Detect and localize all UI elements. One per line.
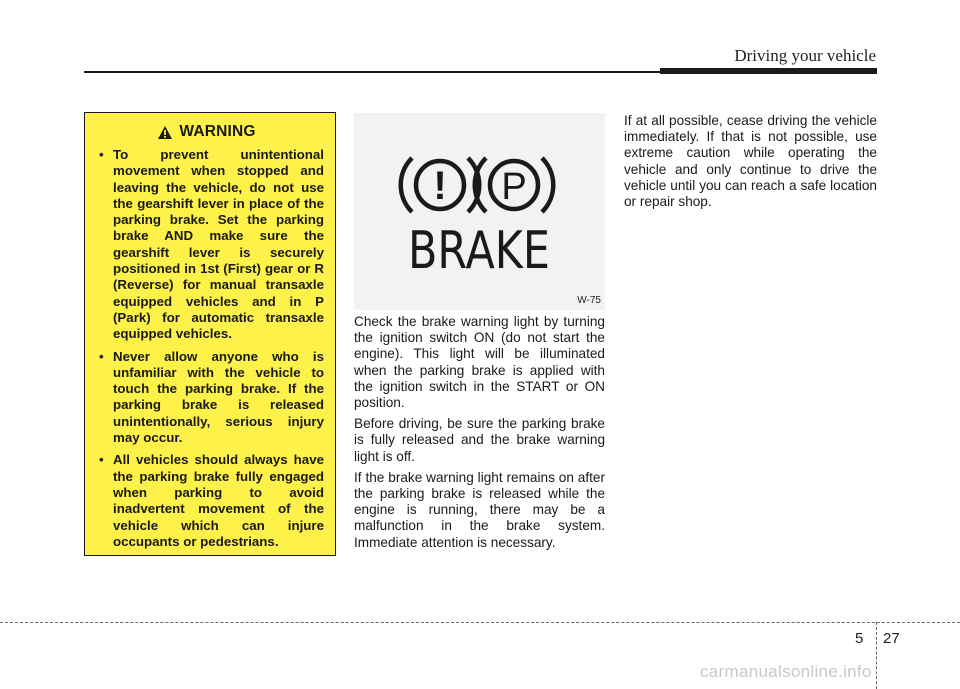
warning-item-text: To prevent unintentional movement when stopped and leaving the vehicle, do not use the gearshift lever in place of the parking brake. Set the parking brake AND make sure the gearshift lever is securely positioned in 1st (First) gear or R (Reverse) for manual transaxle equipped vehicles and in P (Park) for automatic transaxle equipped vehicles. <box>113 147 324 342</box>
middle-column <box>354 314 605 556</box>
header-rule-accent <box>660 68 877 74</box>
warning-heading <box>89 123 324 141</box>
warning-heading-text: WARNING <box>179 123 256 140</box>
warning-item-text: Never allow anyone who is unfamiliar with the vehicle to touch the parking brake. If the parking brake is released unintentionally, serious injury may occur. <box>113 348 324 446</box>
brake-warning-light-icon <box>354 113 605 310</box>
watermark: carmanualsonline.info <box>700 662 872 681</box>
footer-divider <box>876 622 877 689</box>
right-column <box>624 113 877 210</box>
paragraph: Before driving, be sure the parking brake is fully released and the brake warning light is off. <box>354 416 605 464</box>
bullet: • <box>99 452 104 468</box>
brake-warning-figure <box>354 113 605 310</box>
bullet: • <box>99 348 104 364</box>
figure-code: W-75 <box>577 295 601 306</box>
section-number: 5 <box>855 630 864 647</box>
warning-item <box>99 147 324 343</box>
warning-item <box>99 349 324 447</box>
warning-triangle-icon <box>157 125 173 140</box>
warning-item-text: All vehicles should always have the parking brake fully engaged when parking to avoid inadvertent movement of the vehicle which can injure occupants or pedestrians. <box>113 452 324 549</box>
brake-label: BRAKE <box>408 221 550 281</box>
paragraph: Check the brake warning light by turning the ignition switch ON (do not start the engine). This light will be illuminated when the parking brake is applied with the ignition switch in the START or ON position. <box>354 314 605 411</box>
park-symbol: P <box>501 166 527 208</box>
warning-box <box>84 112 336 556</box>
header-title: Driving your vehicle <box>734 46 876 65</box>
bullet: • <box>99 147 104 162</box>
exclamation-symbol: ! <box>433 164 447 208</box>
paragraph: If the brake warning light remains on after the parking brake is released while the engine is running, there may be a malfunction in the brake system. Immediate attention is necessary. <box>354 469 605 550</box>
warning-item <box>99 452 324 550</box>
header-rule <box>84 71 660 73</box>
warning-list <box>99 147 324 550</box>
paragraph: If at all possible, cease driving the vehicle immediately. If that is not possible, use extreme caution while operating the vehicle and only continue to drive the vehicle until you can reach a safe location or repair shop. <box>624 113 877 210</box>
footer-rule <box>0 622 960 623</box>
page-number: 27 <box>883 630 900 647</box>
